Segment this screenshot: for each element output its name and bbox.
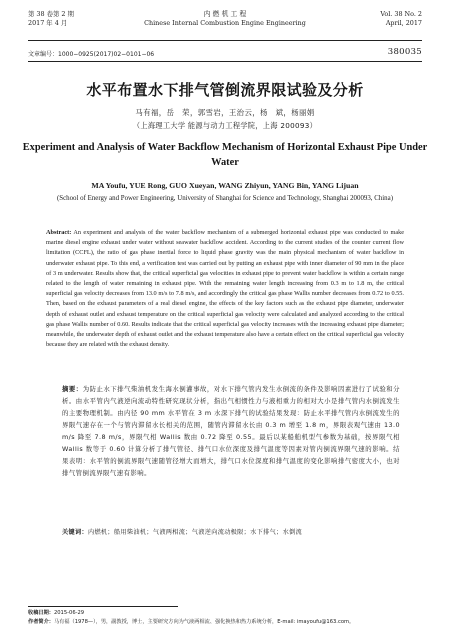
page-code: 380035: [387, 47, 422, 57]
received-date: 2015-06-29: [53, 610, 85, 616]
date-cn: 2017 年 4 月: [28, 19, 68, 27]
abstract-cn-text: 为防止水下排气柴油机发生海水倒灌事故，对水下排气管内发生水倒流的条件及影响因素进行了试验和分析。由水平管内气液逆向流动特性研究现状分析，指出气相惯性力与液相重力的相对大小是排气管内水倒流发生的主要物理机制。由内径 90 mm 水平管在 3 m 水深下排气的试验结果发现：防止水平排气管内水倒流发生的界限气速存在一个与管内滞留水长相关的范围，随管内滞留水长由 0.3 m 增至 1.8 m，界限表观气速由 13.0 m/s 降至 7.8 m/s，界限气相 Wallis 数由 0.72 降至 0.55。最后以某船舶机型气参数为基础，按界限气相 Wallis 数等于 0.60 计算分析了排气管径、排气口水位深度及排气温度等因素对管内倒流界限气速的影响。结果表明：水平管的倒流界限气速随管径增大而增大，排气口水位深度和排气温度的变化影响排气密度大小，也对排气管倒流界限气速有影响。: [62, 385, 400, 477]
footnote-received: [28, 609, 422, 617]
affiliation-cn: （上海理工大学 能源与动力工程学院，上海 200093）: [132, 121, 318, 130]
running-header-center: [28, 10, 422, 28]
abstract-cn-label: 摘要：: [62, 385, 83, 393]
article-id-rule: [28, 61, 422, 62]
abstract-en: [46, 228, 404, 350]
title-en: Experiment and Analysis of Water Backflow Mechanism of Horizontal Exhaust Pipe Under Water: [22, 142, 428, 168]
running-header-right: [380, 10, 422, 28]
author-bio-label: 作者简介：: [28, 619, 54, 625]
authors-en: MA Youfu, YUE Rong, GUO Xueyan, WANG Zhiyun, YANG Bin, YANG Lijuan: [91, 181, 359, 190]
title-cn: 水平布置水下排气管倒流界限试验及分析: [86, 81, 364, 99]
authors-cn: 马有福，岳 荣，郭雪岩，王治云，杨 斌，杨丽娟: [135, 108, 315, 117]
author-bio: 马有福（1978—），男，副教授，博士，主要研究方向为气液两相流、强化换热和热力系统分析，E-mail: imayoufu@163.com。: [53, 619, 355, 625]
affiliation-en: (School of Energy and Power Engineering, University of Shanghai for Science and Technology, Shanghai 200093, China): [56, 195, 393, 202]
header-rule: [28, 40, 422, 41]
journal-name-cn: 内 燃 机 工 程: [203, 10, 247, 18]
abstract-en-label: Abstract:: [46, 229, 72, 236]
volume-cn: 第 38 卷第 2 期: [28, 10, 74, 18]
keywords-cn-label: 关键词：: [62, 529, 88, 536]
received-label: 收稿日期：: [28, 610, 54, 616]
article-id-line: [28, 47, 422, 59]
volume-en: Vol. 38 No. 2: [380, 10, 422, 18]
footnote-rule: [28, 606, 178, 607]
date-en: April, 2017: [385, 19, 422, 27]
journal-name-en: Chinese Internal Combustion Engine Engineering: [144, 19, 306, 27]
footnote-author: [28, 618, 422, 626]
abstract-en-text: An experiment and analysis of the water backflow mechanism of a submerged horizontal exhaust pipe was conducted to make marine diesel engine exhaust under water without seawater backflow accident. According to the current studies of the counter current flow limitation (CCFL), the ratio of gas phase inertial force to liquid phase gravity was the main physical mechanism of water backflow in underwater exhaust pipe. To this end, a verification test was carried out by putting an exhaust pipe with inner diameter of 90 mm in the place of 3 m underwater. Results show that, the critical superficial gas velocities in exhaust pipe to prevent water backflow is within a certain range related to the length of water remaining in exhaust pipe. With the remaining water length increasing from 0.3 m to 1.8 m, the critical superficial gas velocity decreases from 13.0 m/s to 7.8 m/s, and accordingly the critical gas phase Wallis number decreases from 0.72 to 0.55. Then, based on the exhaust parameters of a real diesel engine, the effects of the key factors such as the exhaust pipe diameter, underwater depth of exhaust outlet and exhaust temperature on the critical superficial gas velocity were calculated and analyzed according to the critical gas phase Wallis number of 0.60. Results indicate that the critical superficial gas velocity increases with the increasing exhaust pipe diameter; meanwhile, the underwater depth of exhaust outlet and the exhaust temperature also have a certain effect on the critical superficial gas velocity because they are related with the exhaust density.: [46, 229, 404, 349]
abstract-cn: [62, 383, 400, 479]
keywords-cn: [62, 527, 400, 536]
keywords-cn-text: 内燃机；船用柴油机；气液两相流；气液逆向流动极限；水下排气；水倒流: [87, 529, 303, 536]
running-header: [28, 10, 422, 40]
article-id: 文章编号：1000−0925(2017)02−0101−06: [28, 51, 155, 58]
